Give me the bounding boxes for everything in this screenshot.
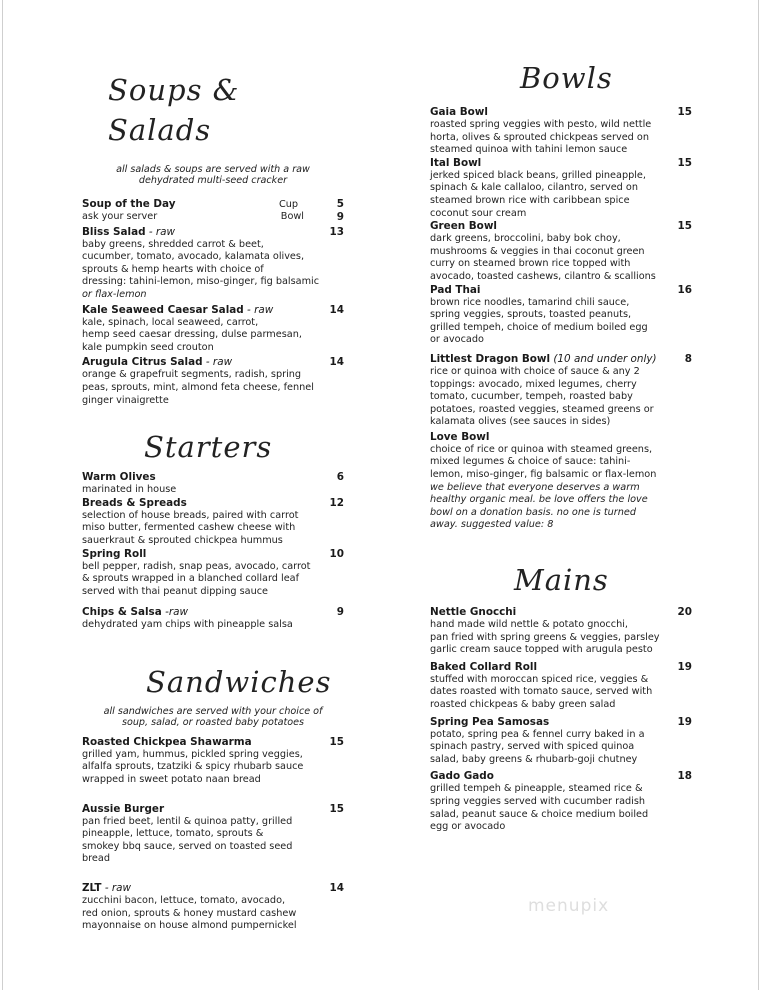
mains-item-list bbox=[430, 606, 692, 834]
description-line: baby greens, shredded carrot & beet, bbox=[82, 238, 264, 250]
description-line: spring veggies served with cucumber radish bbox=[430, 795, 646, 807]
item-name: Gaia Bowl bbox=[430, 106, 488, 118]
item-price: 14 bbox=[329, 303, 344, 316]
item-name: Soup of the Day bbox=[82, 198, 176, 210]
description-line: mushrooms & veggies in thai coconut green bbox=[430, 245, 645, 257]
menu-item bbox=[82, 497, 344, 548]
item-price: 15 bbox=[677, 106, 692, 118]
menu-item bbox=[430, 431, 692, 532]
menu-item-soup-of-the-day bbox=[82, 198, 344, 224]
description-line: toppings: avocado, mixed legumes, cherry bbox=[430, 378, 637, 390]
item-name: Littlest Dragon Bowl bbox=[430, 352, 551, 365]
item-description bbox=[82, 317, 344, 355]
description-line: grilled tempeh, choice of medium boiled egg bbox=[430, 321, 648, 333]
description-line: rice or quinoa with choice of sauce & any 2 bbox=[430, 365, 640, 377]
item-price: 15 bbox=[329, 735, 344, 748]
description-line: hemp seed caesar dressing, dulse parmesan, bbox=[82, 329, 302, 341]
item-price: 8 bbox=[684, 352, 692, 365]
description-line: bowl on a donation basis. no one is turned bbox=[430, 506, 636, 518]
item-tag: (10 and under only) bbox=[550, 352, 657, 365]
description-line: dehydrated yam chips with pineapple salsa bbox=[82, 619, 293, 631]
description-line: grilled tempeh & pineapple, steamed rice & bbox=[430, 783, 643, 795]
description-line: dressing: tahini-lemon, miso-ginger, fig balsamic bbox=[82, 276, 320, 288]
description-line: we believe that everyone deserves a warm bbox=[430, 481, 640, 493]
item-name: Arugula Citrus Salad bbox=[82, 356, 203, 369]
description-line: dates roasted with tomato sauce, served with bbox=[430, 686, 653, 698]
item-description bbox=[430, 729, 692, 767]
item-description bbox=[430, 674, 692, 712]
menu-item bbox=[82, 606, 344, 632]
description-line: pan fried with spring greens & veggies, parsley bbox=[430, 631, 660, 643]
description-line: brown rice noodles, tamarind chili sauce, bbox=[430, 296, 630, 308]
item-description bbox=[430, 619, 692, 657]
item-name: Aussie Burger bbox=[82, 802, 165, 815]
item-price: 19 bbox=[677, 715, 692, 728]
description-line: sauerkraut & sprouted chickpea hummus bbox=[82, 534, 283, 546]
item-price: 15 bbox=[677, 220, 692, 233]
description-line: red onion, sprouts & honey mustard cashew bbox=[82, 907, 297, 919]
right-column bbox=[430, 58, 692, 834]
item-price: 16 bbox=[677, 283, 692, 296]
item-tag: - raw bbox=[145, 225, 176, 238]
sandwiches-note-line: all sandwiches are served with your choice of bbox=[103, 705, 323, 717]
description-line: kale pumpkin seed crouton bbox=[82, 341, 214, 353]
item-name: Breads & Spreads bbox=[82, 496, 187, 509]
item-tag: -raw bbox=[161, 606, 188, 619]
item-description bbox=[82, 561, 344, 599]
item-description bbox=[82, 749, 344, 787]
bowls-item-list bbox=[430, 106, 692, 532]
starters-item-list bbox=[82, 471, 344, 632]
item-price: 12 bbox=[329, 496, 344, 509]
description-line: coconut sour cream bbox=[430, 207, 527, 219]
item-price: 6 bbox=[336, 471, 344, 484]
description-line: roasted spring veggies with pesto, wild nettle bbox=[430, 119, 652, 130]
menu-item bbox=[430, 770, 692, 833]
description-line: away. suggested value: 8 bbox=[430, 519, 554, 531]
description-line: cucumber, tomato, avocado, kalamata olives, bbox=[82, 251, 305, 263]
sandwiches-item-list bbox=[82, 736, 344, 933]
bowl-label: Bowl bbox=[280, 211, 304, 222]
menu-item bbox=[82, 736, 344, 787]
item-price: 14 bbox=[329, 356, 344, 369]
item-tag: - raw bbox=[243, 303, 274, 316]
menu-item bbox=[430, 157, 692, 220]
description-line: choice of rice or quinoa with steamed greens, bbox=[430, 443, 653, 455]
description-line: roasted chickpeas & baby green salad bbox=[430, 699, 616, 710]
mains-title: Mains bbox=[514, 563, 609, 598]
soups-note-line: all salads & soups are served with a raw bbox=[116, 164, 310, 175]
item-description bbox=[430, 444, 692, 532]
item-price: 13 bbox=[329, 225, 344, 238]
item-description bbox=[82, 619, 344, 632]
description-line: or flax-lemon bbox=[82, 288, 147, 300]
menu-item bbox=[82, 304, 344, 355]
item-name: Ital Bowl bbox=[430, 156, 482, 169]
menu-item bbox=[430, 220, 692, 283]
item-name: Pad Thai bbox=[430, 283, 481, 296]
description-line: smokey bbq sauce, served on toasted seed bbox=[82, 840, 293, 852]
description-line: zucchini bacon, lettuce, tomato, avocado, bbox=[82, 895, 286, 907]
item-description bbox=[430, 170, 692, 220]
description-line: selection of house breads, paired with carrot bbox=[82, 509, 299, 521]
description-line: hand made wild nettle & potato gnocchi, bbox=[430, 619, 628, 631]
menu-item bbox=[82, 882, 344, 933]
soups-note-line: dehydrated multi-seed cracker bbox=[138, 175, 288, 186]
sandwiches-note bbox=[82, 706, 344, 728]
item-price: 18 bbox=[677, 770, 692, 783]
menu-item bbox=[430, 606, 692, 657]
description-line: healthy organic meal. be love offers the love bbox=[430, 494, 648, 506]
description-line: orange & grapefruit segments, radish, spring bbox=[82, 369, 302, 381]
description-line: alfalfa sprouts, tzatziki & spicy rhubarb sauce bbox=[82, 761, 304, 773]
item-tag: - raw bbox=[202, 356, 233, 369]
menu-item bbox=[82, 356, 344, 407]
soups-note bbox=[82, 164, 344, 186]
description-line: pineapple, lettuce, tomato, sprouts & bbox=[82, 828, 264, 840]
menu-item bbox=[430, 353, 692, 429]
description-line: dark greens, broccolini, baby bok choy, bbox=[430, 233, 621, 245]
description-line: miso butter, fermented cashew cheese with bbox=[82, 522, 296, 534]
item-price: 9 bbox=[336, 606, 344, 619]
item-name: Roasted Chickpea Shawarma bbox=[82, 735, 252, 748]
description-line: mixed legumes & choice of sauce: tahini- bbox=[430, 456, 631, 468]
description-line: bread bbox=[82, 853, 110, 865]
item-name: Green Bowl bbox=[430, 220, 497, 233]
item-name: Nettle Gnocchi bbox=[430, 606, 517, 619]
description-line: lemon, miso-ginger, fig balsamic or flax-lemon bbox=[430, 469, 657, 481]
cup-price: 5 bbox=[336, 198, 344, 210]
description-line: spring veggies, sprouts, toasted peanuts, bbox=[430, 309, 632, 321]
menu-item bbox=[430, 284, 692, 347]
description-line: served with thai peanut dipping sauce bbox=[82, 585, 269, 597]
description-line: curry on steamed brown rice topped with bbox=[430, 258, 631, 270]
menupix-watermark: menupix bbox=[528, 896, 610, 916]
description-line: salad, baby greens & rhubarb-goji chutney bbox=[430, 753, 638, 765]
item-price: 14 bbox=[329, 882, 344, 895]
item-price: 15 bbox=[677, 156, 692, 169]
description-line: stuffed with moroccan spiced rice, veggies & bbox=[430, 673, 649, 685]
menu-item bbox=[430, 106, 692, 157]
description-line: tomato, cucumber, tempeh, roasted baby bbox=[430, 391, 633, 403]
bowl-price: 9 bbox=[336, 211, 344, 223]
description-line: sprouts & hemp hearts with choice of bbox=[82, 263, 264, 275]
menu-item bbox=[82, 803, 344, 866]
description-line: kalamata olives (see sauces in sides) bbox=[430, 416, 611, 428]
item-name: Warm Olives bbox=[82, 471, 156, 484]
item-description bbox=[430, 366, 692, 429]
soups-item-list bbox=[82, 226, 344, 408]
menu-item bbox=[430, 661, 692, 712]
item-name: Spring Roll bbox=[82, 547, 147, 560]
item-description bbox=[430, 233, 692, 283]
item-name: Gado Gado bbox=[430, 770, 494, 783]
item-description: ask your server bbox=[82, 211, 158, 222]
description-line: potatoes, roasted veggies, steamed greens or bbox=[430, 403, 654, 415]
description-line: steamed quinoa with tahini lemon sauce bbox=[430, 144, 628, 156]
cup-label: Cup bbox=[278, 199, 298, 210]
description-line: potato, spring pea & fennel curry baked in a bbox=[430, 728, 645, 740]
description-line: jerked spiced black beans, grilled pineapple, bbox=[430, 169, 646, 181]
description-line: kale, spinach, local seaweed, carrot, bbox=[82, 316, 259, 328]
menu-item bbox=[82, 226, 344, 302]
description-line: spinach pastry, served with spiced quinoa bbox=[430, 741, 635, 753]
item-price: 19 bbox=[677, 660, 692, 673]
description-line: horta, olives & sprouted chickpeas served on bbox=[430, 131, 649, 143]
description-line: mayonnaise on house almond pumpernickel bbox=[82, 920, 297, 932]
description-line: pan fried beet, lentil & quinoa patty, grilled bbox=[82, 815, 293, 827]
description-line: egg or avocado bbox=[430, 821, 506, 833]
description-line: garlic cream sauce topped with arugula pesto bbox=[430, 644, 653, 656]
item-description bbox=[82, 369, 344, 407]
description-line: wrapped in sweet potato naan bread bbox=[82, 774, 261, 786]
description-line: salad, peanut sauce & choice medium boiled bbox=[430, 808, 649, 820]
description-line: steamed brown rice with caribbean spice bbox=[430, 194, 630, 206]
item-description bbox=[430, 119, 692, 157]
item-description bbox=[82, 510, 344, 548]
sandwiches-title: Sandwiches bbox=[146, 664, 332, 699]
bowls-title: Bowls bbox=[520, 61, 613, 95]
page-border-left bbox=[2, 0, 3, 990]
item-description bbox=[82, 484, 344, 497]
item-price: 20 bbox=[677, 606, 692, 619]
item-name: Kale Seaweed Caesar Salad bbox=[82, 303, 244, 316]
item-price: 10 bbox=[329, 547, 344, 560]
page-border-right bbox=[758, 0, 759, 990]
item-description bbox=[82, 239, 344, 302]
item-description bbox=[82, 816, 344, 866]
item-name: Baked Collard Roll bbox=[430, 660, 538, 673]
item-name: Love Bowl bbox=[430, 430, 490, 443]
left-column bbox=[82, 70, 344, 933]
item-name: Chips & Salsa bbox=[82, 606, 162, 619]
description-line: bell pepper, radish, snap peas, avocado, carrot bbox=[82, 560, 311, 572]
description-line: spinach & kale callaloo, cilantro, served on bbox=[430, 182, 638, 194]
description-line: & sprouts wrapped in a blanched collard leaf bbox=[82, 573, 300, 585]
item-description bbox=[430, 297, 692, 347]
item-name: Bliss Salad bbox=[82, 225, 146, 238]
description-line: grilled yam, hummus, pickled spring veggies, bbox=[82, 748, 303, 760]
menu-item bbox=[82, 548, 344, 599]
item-description bbox=[430, 783, 692, 833]
item-tag: - raw bbox=[101, 882, 132, 895]
description-line: marinated in house bbox=[82, 484, 177, 496]
menu-item bbox=[430, 716, 692, 767]
item-name: ZLT bbox=[82, 882, 102, 895]
sandwiches-note-line: soup, salad, or roasted baby potatoes bbox=[121, 716, 305, 728]
description-line: or avocado bbox=[430, 334, 484, 346]
starters-title: Starters bbox=[144, 430, 273, 465]
item-price: 15 bbox=[329, 802, 344, 815]
description-line: avocado, toasted cashews, cilantro & scallions bbox=[430, 270, 656, 282]
description-line: ginger vinaigrette bbox=[82, 394, 169, 406]
description-line: peas, sprouts, mint, almond feta cheese, fennel bbox=[82, 381, 314, 393]
item-name: Spring Pea Samosas bbox=[430, 715, 550, 728]
menu-item bbox=[82, 471, 344, 497]
soups-salads-title: Soups & Salads bbox=[108, 73, 240, 147]
item-description bbox=[82, 895, 344, 933]
